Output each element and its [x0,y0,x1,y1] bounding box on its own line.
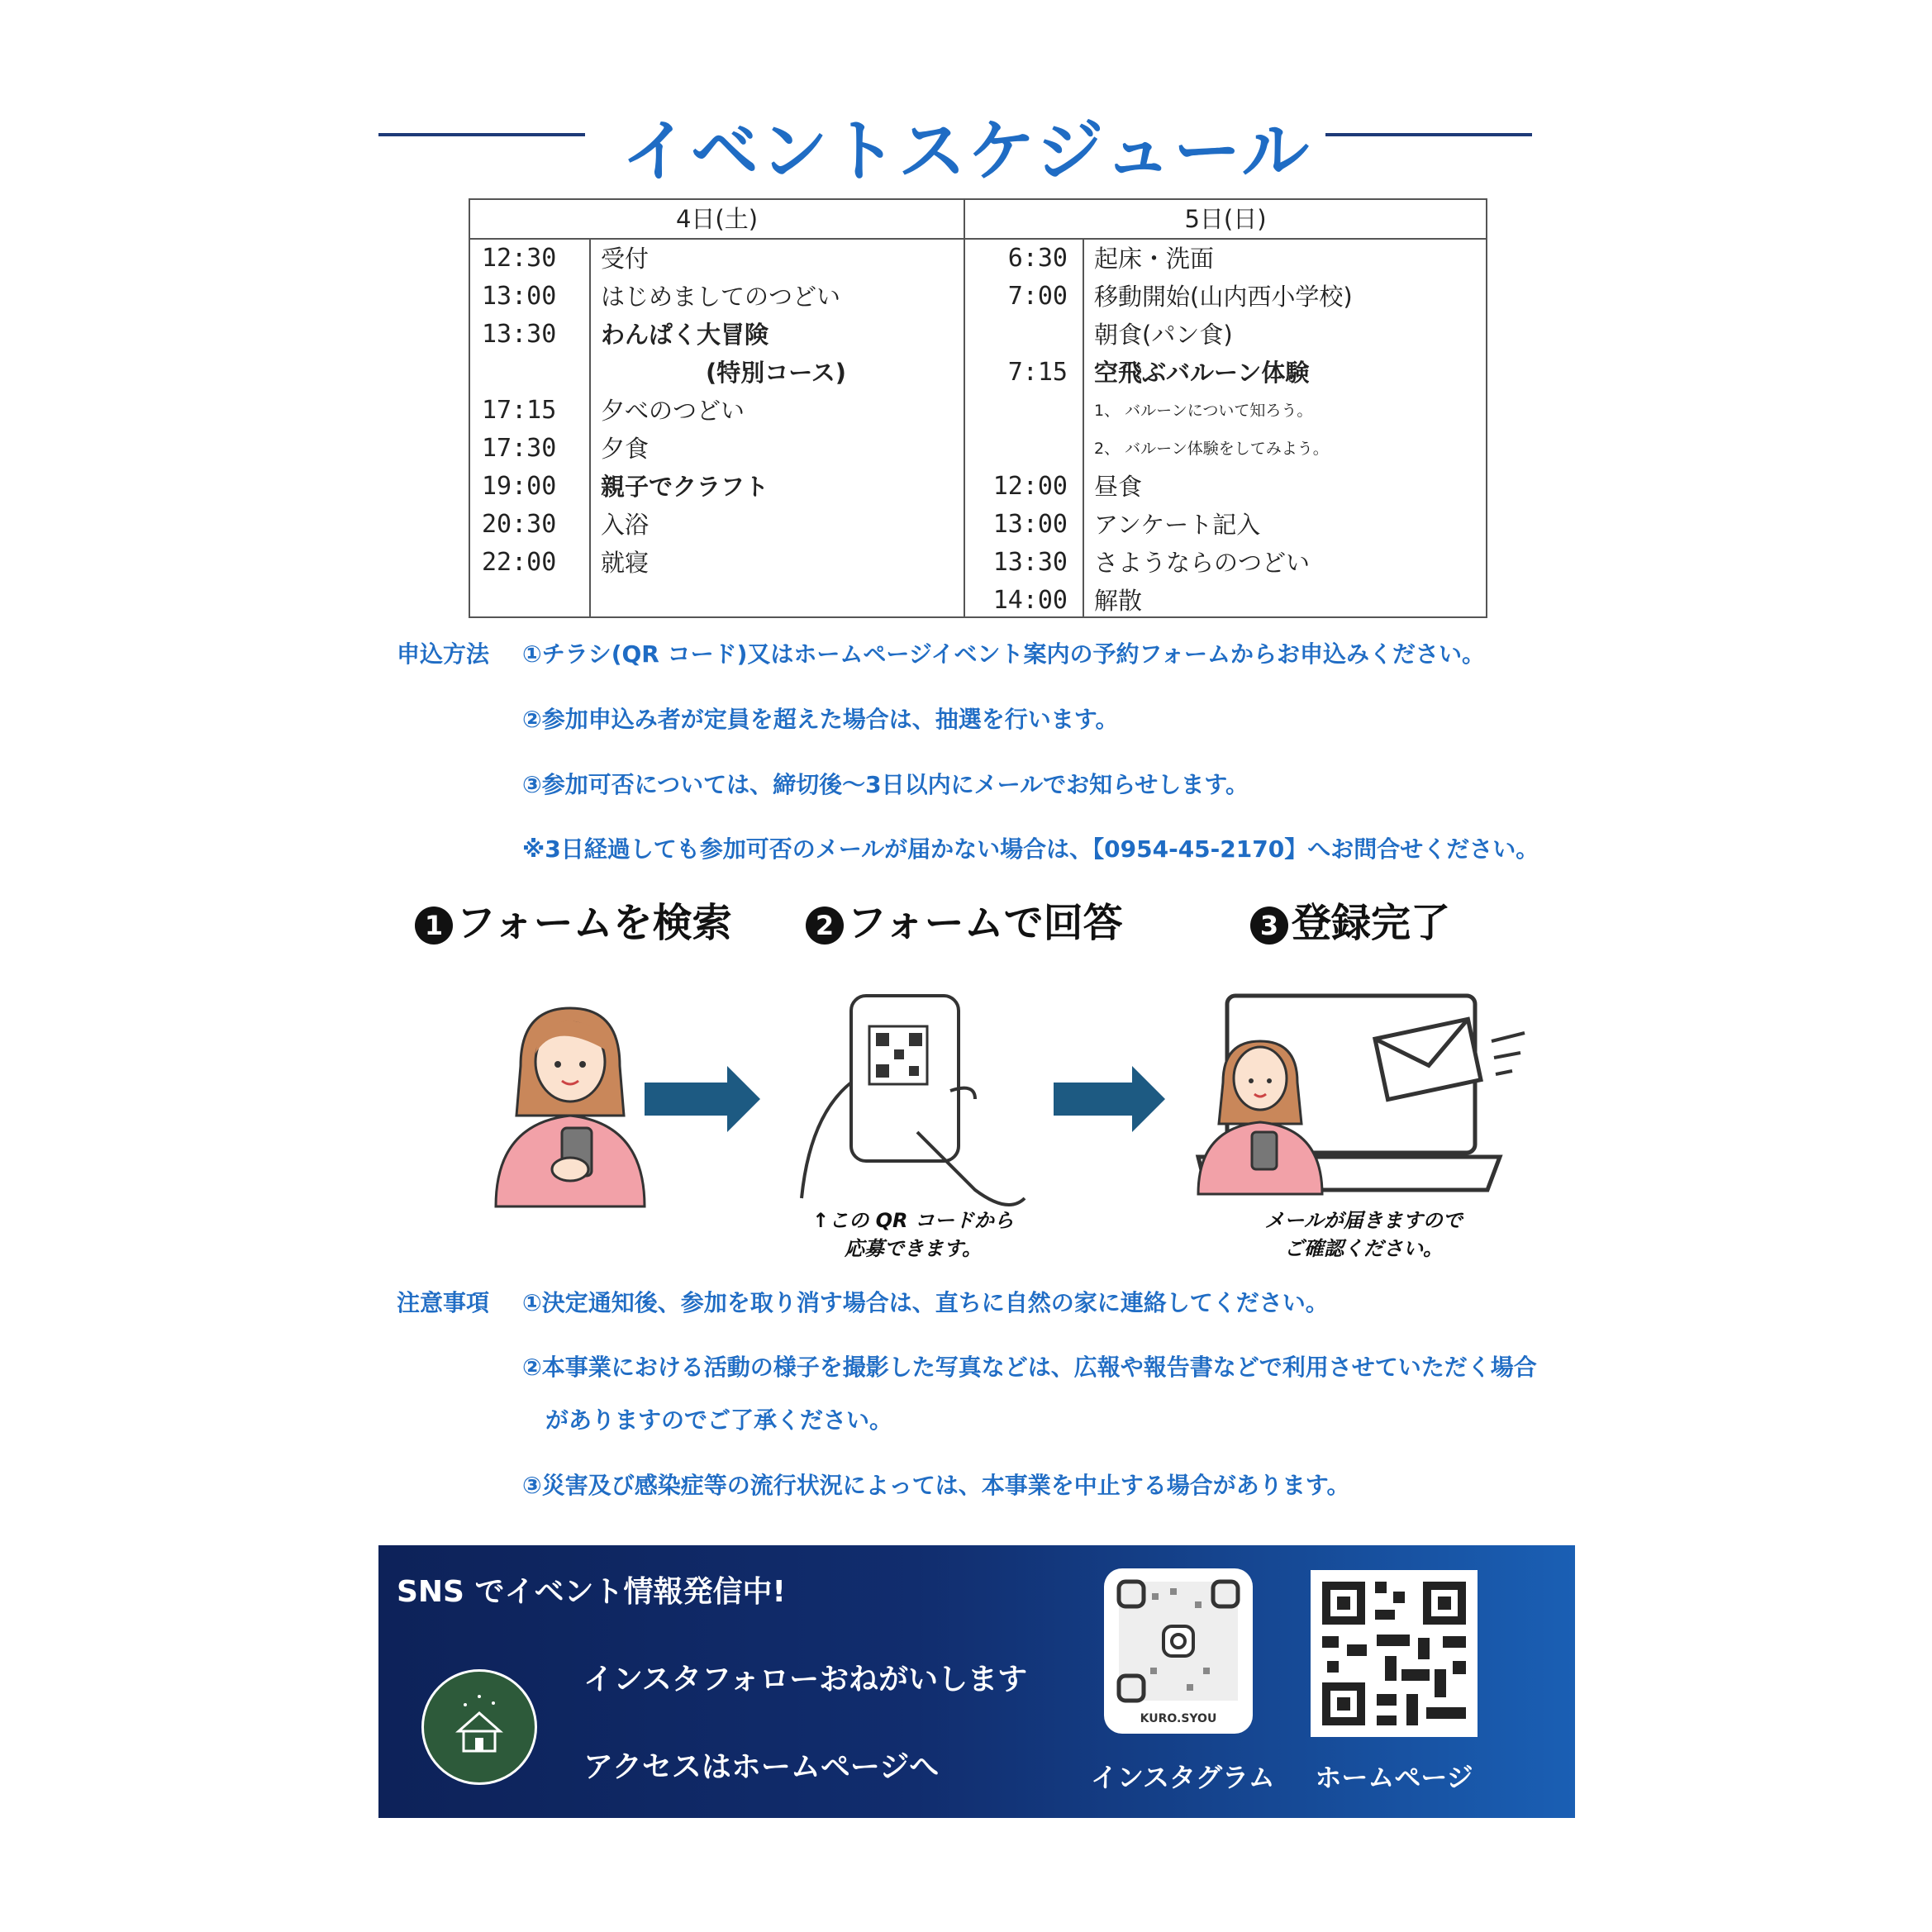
banner-insta-text: インスタフォローおねがいします [583,1663,1028,1696]
day1-time: 17:15 [482,396,557,425]
day1-event: (特別コース) [706,359,847,387]
day1-time: 17:30 [482,434,557,463]
day2-time: 13:30 [992,548,1068,577]
page-title: イベントスケジュール [621,112,1311,191]
woman-phone-illustration [496,1008,645,1206]
day2-event: 移動開始(山内西小学校) [1094,283,1353,311]
day2-subitem: 1、 バルーンについて知ろう。 [1094,402,1313,420]
notes-item: ①決定通知後、参加を取り消す場合は、直ちに自然の家に連絡してください。 [522,1289,1329,1316]
notes-label: 注意事項 [397,1289,490,1316]
mail-caption [1231,1206,1496,1263]
day2-time: 12:00 [992,472,1068,501]
day1-event: 夕べのつどい [601,397,745,425]
day1-event: 入浴 [601,511,650,539]
day1-time: 19:00 [482,472,557,501]
step-number-3: 3 [1250,907,1288,945]
day2-event: 朝食(パン食) [1094,321,1233,349]
day1-event: 親子でクラフト [601,473,769,501]
day1-event: 受付 [601,245,650,273]
day1-time: 22:00 [482,548,557,577]
day1-event: わんぱく大冒険 [601,321,769,349]
cabin-icon [424,1672,535,1782]
qr-caption-line: ↑この QR コードから [812,1209,1014,1232]
day2-subitem: 2、 バルーン体験をしてみよう。 [1094,440,1329,458]
homepage-qr-code[interactable] [1311,1570,1478,1737]
notes-item: ③災害及び感染症等の流行状況によっては、本事業を中止する場合があります。 [522,1472,1350,1499]
steps-illustration [488,992,1537,1215]
kurokami-logo [421,1669,537,1785]
step-label: 登録完了 [1292,900,1451,946]
notes-item: ②本事業における活動の様子を撮影した写真などは、広報や報告書などで利用させていただく場合 [522,1354,1537,1381]
instagram-handle: KURO.SYOU [1140,1712,1217,1725]
day1-time: 13:00 [482,282,557,311]
day2-time: 6:30 [1007,244,1068,273]
apply-label: 申込方法 [397,640,490,668]
day2-time: 7:00 [1007,282,1068,311]
schedule-table [469,198,1487,618]
day1-time: 12:30 [482,244,557,273]
day1-event: はじめましてのつどい [601,283,841,311]
arrow-right-icon [645,1066,760,1132]
day2-time: 13:00 [992,510,1068,539]
laptop-mail-illustration [1198,996,1525,1194]
qr-caption-line: 応募できます。 [844,1237,983,1260]
title-rule-left [378,133,585,136]
apply-note: ※3日経過しても参加可否のメールが届かない場合は、【0954-45-2170】へお問合せください。 [522,835,1539,863]
step-2 [806,891,1123,948]
homepage-label: ホームページ [1315,1762,1473,1793]
instagram-icon [1104,1568,1253,1734]
instagram-qr-code[interactable] [1104,1568,1253,1734]
step-number-2: 2 [806,907,844,945]
day2-event: 空飛ぶバルーン体験 [1094,359,1310,387]
arrow-right-icon [1054,1066,1165,1132]
mail-caption-line: ご確認ください。 [1284,1237,1443,1260]
step-label: フォームを検索 [456,900,732,946]
sns-banner [378,1545,1575,1818]
qr-code-icon [1311,1570,1478,1737]
table-divider [1083,240,1084,616]
step-label: フォームで回答 [847,900,1123,946]
apply-item: ②参加申込み者が定員を超えた場合は、抽選を行います。 [522,706,1119,733]
qr-caption [789,1206,1037,1263]
banner-access-text: アクセスはホームページへ [583,1750,940,1784]
notes-item-cont: がありますのでご了承ください。 [545,1406,893,1434]
day2-header: 5日(日) [1184,205,1267,233]
instagram-label: インスタグラム [1091,1762,1275,1793]
day2-event: 昼食 [1094,473,1143,501]
day1-header: 4日(土) [675,205,759,233]
day1-event: 就寝 [601,549,650,577]
day2-event: アンケート記入 [1094,511,1261,539]
step-3 [1250,891,1450,948]
title-rule-right [1325,133,1532,136]
mail-caption-line: メールが届きますので [1264,1209,1463,1232]
day2-event: 解散 [1094,587,1143,615]
day2-time: 7:15 [1007,358,1068,387]
day1-event: 夕食 [601,435,650,463]
day2-time: 14:00 [992,586,1068,615]
table-divider [964,200,965,616]
step-number-1: 1 [415,907,453,945]
apply-item: ①チラシ(QR コード)又はホームページイベント案内の予約フォームからお申込みください。 [522,640,1486,668]
step-1 [415,891,732,948]
day1-time: 13:30 [482,320,557,349]
day2-event: さようならのつどい [1094,549,1311,577]
day1-time: 20:30 [482,510,557,539]
hand-phone-qr-illustration [802,996,1025,1205]
table-divider [589,240,591,616]
day2-event: 起床・洗面 [1094,245,1215,273]
banner-heading: SNS でイベント情報発信中! [397,1575,786,1609]
apply-item: ③参加可否については、締切後～3日以内にメールでお知らせします。 [522,771,1249,798]
